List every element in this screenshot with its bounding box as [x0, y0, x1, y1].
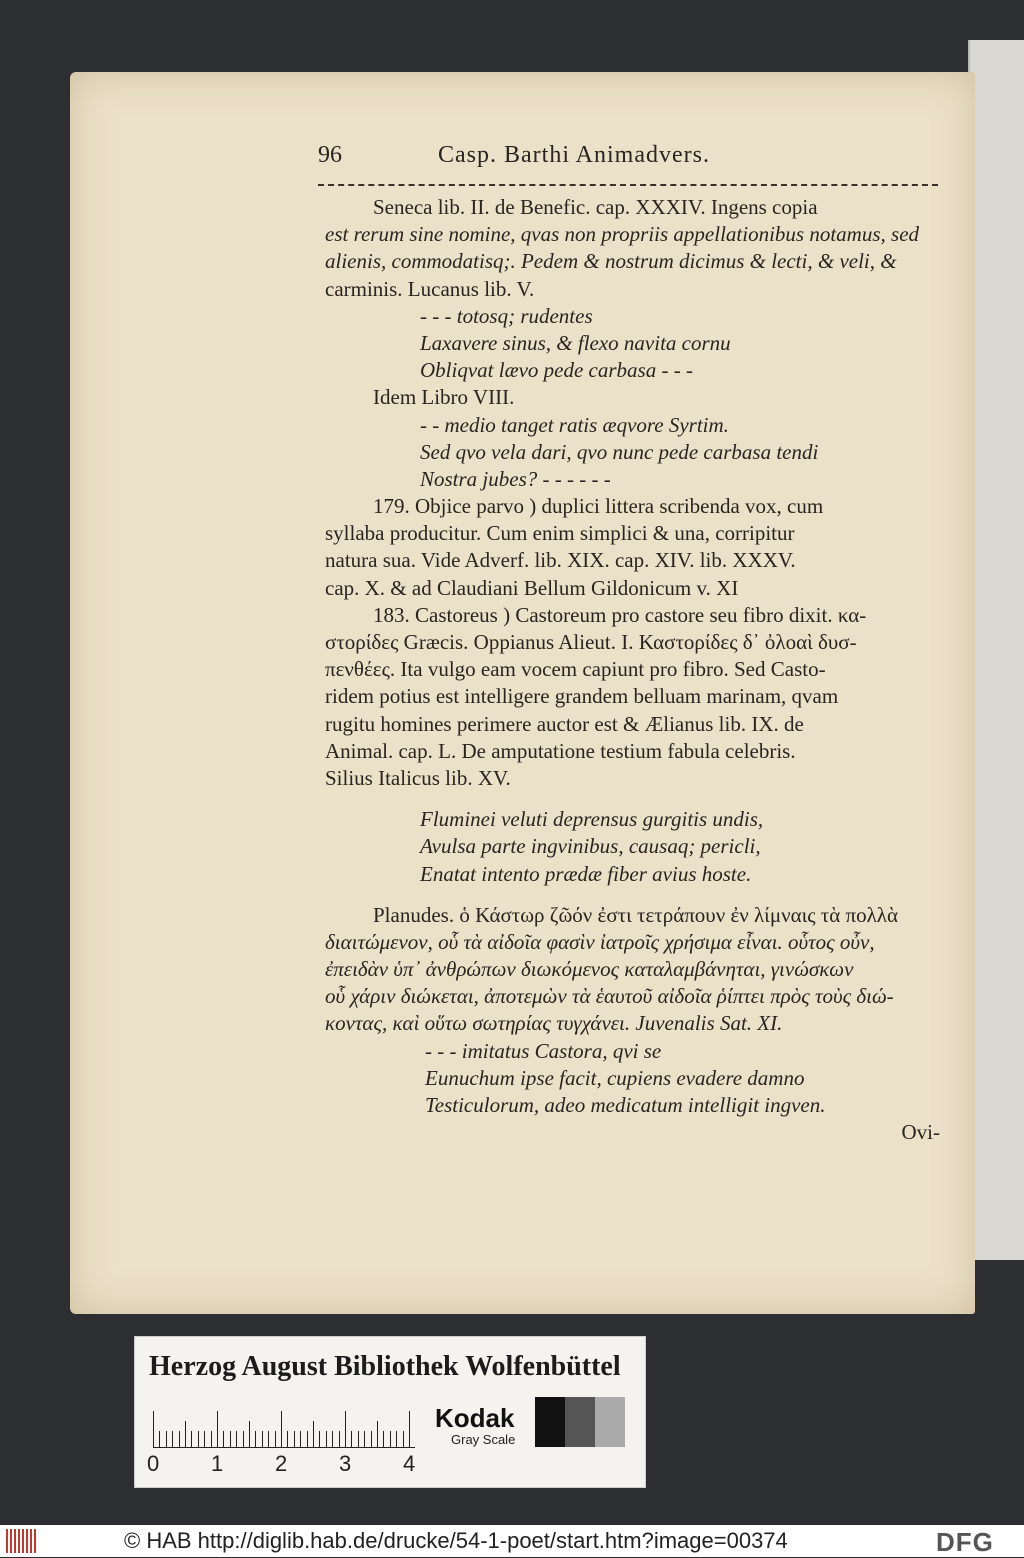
text-line: οὗ χάριν διώκεται, ἀποτεμὼν τὰ ἑαυτοῦ αἰδοῖα ῥίπτει πρὸς τοὺς διώ- — [325, 984, 894, 1009]
text-line: Seneca lib. II. de Benefic. cap. XXXIV. Ingens copia — [373, 195, 818, 219]
ruler-tick — [211, 1431, 212, 1447]
header-rule — [318, 184, 938, 189]
text-line: ἐπειδὰν ὑπ᾽ ἀνθρώπων διωκόμενος καταλαμβάνηται, γινώσκων — [325, 957, 854, 982]
ruler-tick — [179, 1431, 180, 1447]
light-gray-swatch — [595, 1397, 625, 1447]
ruler-tick — [159, 1431, 160, 1447]
ruler-tick — [223, 1431, 224, 1447]
scale-number: 1 — [211, 1451, 224, 1476]
ruler-tick — [339, 1431, 340, 1447]
kodak-label: Kodak — [435, 1403, 515, 1433]
ruler-tick — [236, 1431, 237, 1447]
ruler-tick — [172, 1431, 173, 1447]
text-line: Idem Libro VIII. — [373, 385, 515, 410]
ruler-tick — [300, 1431, 301, 1447]
text-line: ridem potius est intelligere grandem belluam marinam, qvam — [325, 684, 839, 709]
scale-number: 4 — [403, 1451, 416, 1476]
text-line: διαιτώμενον, οὗ τὰ αἰδοῖα φασὶν ἰατροῖς χρήσιμα εἶναι. οὗτος οὖν, — [325, 929, 875, 954]
scale-number: 2 — [275, 1451, 288, 1476]
ruler-tick — [396, 1431, 397, 1447]
ruler-tick — [313, 1421, 314, 1447]
text-line: natura sua. Vide Adverf. lib. XIX. cap. XIV. lib. XXXV. — [325, 548, 796, 573]
ruler-tick — [281, 1411, 282, 1447]
text-line: 179. Objice parvo ) duplici littera scribenda vox, cum — [373, 494, 824, 519]
text-line: syllaba producitur. Cum enim simplici & una, corripitur — [325, 521, 795, 546]
text-line: Silius Italicus lib. XV. — [325, 765, 511, 790]
library-name: Herzog August Bibliothek Wolfenbüttel — [149, 1351, 621, 1382]
dark-gray-swatch — [565, 1397, 595, 1447]
ruler-tick — [249, 1421, 250, 1447]
text-line: est rerum sine nomine, qvas non propriis appellationibus notamus, sed — [325, 222, 920, 247]
ruler-tick — [390, 1431, 391, 1447]
footer-bar — [0, 1525, 1024, 1557]
ruler-tick — [217, 1411, 218, 1447]
text-line: - - - imitatus Castora, qvi se — [425, 1038, 662, 1063]
text-line: Planudes. ὁ Κάστωρ ζῶόν ἐστι τετράπουν ἐν λίμναις τὰ πολλὰ — [373, 902, 898, 927]
ruler-tick — [364, 1431, 365, 1447]
ruler-tick — [262, 1431, 263, 1447]
verse-line: Avulsa parte ingvinibus, causaq; pericli, — [420, 834, 761, 859]
ruler-tick — [377, 1421, 378, 1447]
scale-number: 3 — [339, 1451, 352, 1476]
text-line: - - - totosq; rudentes — [420, 303, 593, 328]
text-line: Testiculorum, adeo medicatum intelligit ingven. — [425, 1093, 826, 1117]
verse-line: Enatat intento prædæ fiber avius hoste. — [420, 861, 752, 886]
ruler-tick — [326, 1431, 327, 1447]
page-number: 96 — [318, 142, 342, 168]
dfg-logo: DFG — [936, 1527, 994, 1557]
scale-number: 0 — [147, 1451, 160, 1476]
text-line: στορίδες Græcis. Oppianus Alieut. I. Καστορίδες δ᾽ ὀλοαὶ δυσ- — [325, 630, 857, 654]
ruler-tick — [307, 1431, 308, 1447]
ruler-tick — [409, 1411, 410, 1447]
scale-ruler — [153, 1407, 415, 1448]
ruler-tick — [358, 1431, 359, 1447]
text-line: 183. Castoreus ) Castoreum pro castore seu fibro dixit. κα- — [373, 602, 867, 627]
ruler-tick — [287, 1431, 288, 1447]
ruler-tick — [403, 1431, 404, 1447]
ruler-tick — [243, 1431, 244, 1447]
running-head — [318, 142, 838, 178]
verse-line: Fluminei veluti deprensus gurgitis undis, — [420, 807, 764, 832]
text-line: Nostra jubes? - - - - - - — [420, 466, 611, 491]
ruler-tick — [255, 1431, 256, 1447]
text-line: Sed qvo vela dari, qvo nunc pede carbasa tendi — [420, 439, 819, 464]
text-line: Animal. cap. L. De amputatione testium fabula celebris. — [325, 738, 796, 763]
text-line: carminis. Lucanus lib. V. — [325, 276, 535, 301]
ruler-tick — [319, 1431, 320, 1447]
adjacent-page-edge — [968, 40, 1024, 1260]
page-body — [325, 194, 950, 1146]
color-reference-card — [134, 1336, 646, 1488]
running-title: Casp. Barthi Animadvers. — [438, 142, 710, 168]
text-line: cap. X. & ad Claudiani Bellum Gildonicum v. XI — [325, 575, 739, 600]
ruler-tick — [166, 1431, 167, 1447]
ruler-tick — [351, 1431, 352, 1447]
ruler-tick — [345, 1411, 346, 1447]
text-line: rugitu homines perimere auctor est & Ælianus lib. IX. de — [325, 711, 804, 736]
text-line: Laxavere sinus, & flexo navita cornu — [420, 330, 731, 355]
ruler-tick — [332, 1431, 333, 1447]
text-line: Obliqvat lævo pede carbasa - - - — [420, 358, 693, 383]
gray-scale-label: Gray Scale — [451, 1432, 516, 1447]
text-line: alienis, commodatisq;. Pedem & nostrum dicimus & lecti, & veli, & — [325, 249, 897, 274]
ruler-tick — [294, 1431, 295, 1447]
text-line: Eunuchum ipse facit, cupiens evadere damno — [425, 1065, 805, 1090]
black-swatch — [535, 1397, 565, 1447]
scale-numbers — [147, 1451, 447, 1481]
catchword: Ovi- — [901, 1120, 940, 1145]
ruler-tick — [383, 1431, 384, 1447]
copyright-link[interactable]: © HAB http://diglib.hab.de/drucke/54-1-poet/start.htm?image=00374 — [124, 1528, 788, 1553]
ruler-tick — [198, 1431, 199, 1447]
ruler-tick — [191, 1431, 192, 1447]
text-line: - - medio tanget ratis æqvore Syrtim. — [420, 412, 729, 437]
ruler-tick — [204, 1431, 205, 1447]
ruler-tick — [268, 1431, 269, 1447]
ruler-tick — [371, 1431, 372, 1447]
ruler-tick — [185, 1421, 186, 1447]
ruler-tick — [230, 1431, 231, 1447]
ruler-tick — [275, 1431, 276, 1447]
text-line: πενθέες. Ita vulgo eam vocem capiunt pro fibro. Sed Casto- — [325, 657, 826, 682]
hab-logo-icon — [6, 1529, 46, 1553]
text-line: κοντας, καὶ οὕτω σωτηρίας τυγχάνει. Juvenalis Sat. XI. — [325, 1011, 783, 1036]
ruler-tick — [153, 1411, 154, 1447]
